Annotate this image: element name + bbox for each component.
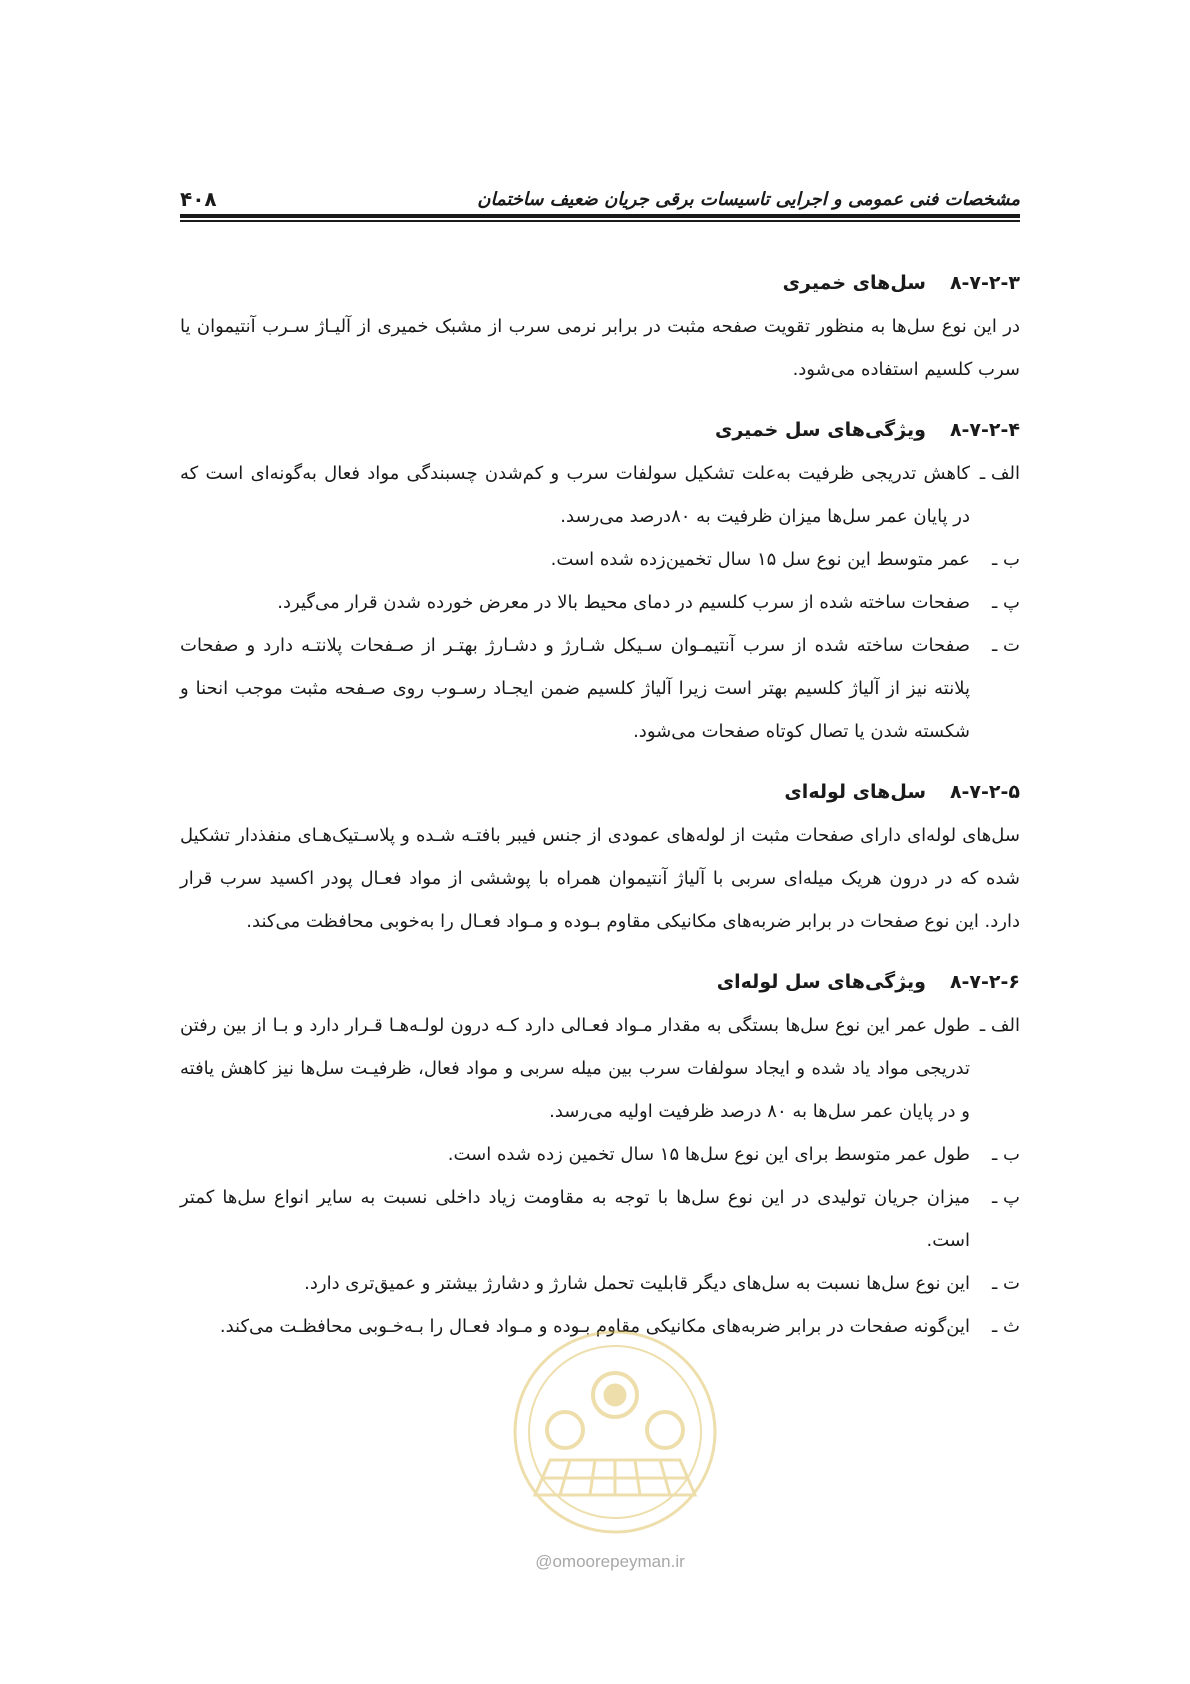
section-tubular-cells (180, 771, 1020, 943)
section-title: سل‌های خمیری (782, 272, 926, 294)
section-paragraph: سل‌های لوله‌ای دارای صفحات مثبت از لوله‌های عمودی از جنس فیبر بافتـه شـده و پلاسـتیک‌هـای منفذدار تشکیل شده که در درون هریک میله‌ای سربی با آلیاژ آنتیموان همراه با پوششی از مواد فعـال پودر اکسید سرب قرار دارد. این نوع صفحات در برابر ضربه‌های مکانیکی مقاوم بـوده و مـواد فعـال را به‌خوبی محافظت می‌کند. (180, 825, 1020, 932)
running-header (180, 182, 1020, 216)
section-title: ویژگی‌های سل لوله‌ای (716, 971, 926, 993)
list-marker: ت ـ (992, 635, 1020, 656)
feature-list (180, 452, 1020, 753)
section-heading (180, 262, 1020, 305)
section-number: ۸-۷-۲-۳ (949, 272, 1020, 294)
section-heading (180, 409, 1020, 452)
list-marker: ت ـ (992, 1273, 1020, 1294)
list-marker: الف ـ (979, 1015, 1020, 1036)
section-number: ۸-۷-۲-۶ (949, 971, 1020, 993)
header-rule-thin (180, 220, 1020, 222)
section-heading (180, 961, 1020, 1004)
section-number: ۸-۷-۲-۴ (949, 419, 1020, 441)
list-item-text: این‌گونه صفحات در برابر ضربه‌های مکانیکی مقاوم بـوده و مـواد فعـال را بـه‌خـوبی محافظـت می‌کند. (219, 1316, 970, 1337)
list-item-text: طول عمر این نوع سل‌ها بستگی به مقدار مـواد فعـالی دارد کـه درون لولـه‌هـا قـرار دارد و بـا از بین رفتن تدریجی مواد یاد شده و ایجاد سولفات سرب بین میله سربی و مواد فعال، ظرفیـت سل‌ها نیز کاهش یافته و در پایان عمر سل‌ها به ۸۰ درصد ظرفیت اولیه می‌رسد. (180, 1015, 970, 1122)
list-item (180, 1262, 1020, 1305)
list-item-text: صفحات ساخته شده از سرب کلسیم در دمای محیط بالا در معرض خورده شدن قرار می‌گیرد. (277, 592, 970, 613)
page-number: ۴۰۸ (180, 187, 217, 211)
list-item (180, 1305, 1020, 1348)
list-item-text: میزان جریان تولیدی در این نوع سل‌ها با توجه به مقاومت زیاد داخلی نسبت به سایر انواع سل‌ها کمتر است. (180, 1187, 970, 1251)
list-marker: پ ـ (992, 1187, 1020, 1208)
feature-list (180, 1004, 1020, 1348)
header-rule-thick (180, 214, 1020, 218)
section-number: ۸-۷-۲-۵ (949, 781, 1020, 803)
section-heading (180, 771, 1020, 814)
section-title: ویژگی‌های سل خمیری (714, 419, 926, 441)
section-title: سل‌های لوله‌ای (784, 781, 926, 803)
list-marker: ب ـ (992, 549, 1020, 570)
list-marker: الف ـ (979, 463, 1020, 484)
list-item (180, 581, 1020, 624)
section-paste-cell-features (180, 409, 1020, 753)
watermark-seal-icon (490, 1320, 740, 1550)
list-item (180, 1004, 1020, 1133)
list-item-text: کاهش تدریجی ظرفیت به‌علت تشکیل سولفات سرب و کم‌شدن چسبندگی مواد فعال به‌گونه‌ای است که در پایان عمر سل‌ها میزان ظرفیت به ۸۰درصد می‌رسد. (180, 463, 970, 527)
list-item-text: عمر متوسط این نوع سل ۱۵ سال تخمین‌زده شده است. (550, 549, 970, 570)
page-body (180, 262, 1020, 1348)
section-tubular-cell-features (180, 961, 1020, 1348)
list-item-text: طول عمر متوسط برای این نوع سل‌ها ۱۵ سال تخمین زده شده است. (447, 1144, 970, 1165)
list-item-text: صفحات ساخته شده از سرب آنتیمـوان سـیکل شـارژ و دشـارژ بهتـر از صـفحات پلانتـه دارد و صفحات پلانته نیز از آلیاژ کلسیم بهتر است زیرا آلیاژ کلسیم ضمن ایجـاد رسـوب روی صـفحه مثبت موجب انحنا و شکسته شدن یا تصال کوتاه صفحات می‌شود. (180, 635, 970, 742)
watermark-site: @omoorepeyman.ir (535, 1552, 685, 1571)
list-item (180, 1133, 1020, 1176)
list-item-text: این نوع سل‌ها نسبت به سل‌های دیگر قابلیت تحمل شارژ و دشارژ بیشتر و عمیق‌تری دارد. (304, 1273, 970, 1294)
section-paragraph: در این نوع سل‌ها به منظور تقویت صفحه مثبت در برابر نرمی سرب از مشبک خمیری از آلیـاژ سـرب آنتیموان یا سرب کلسیم استفاده می‌شود. (180, 316, 1020, 380)
section-paste-cells (180, 262, 1020, 391)
list-item (180, 538, 1020, 581)
list-item (180, 452, 1020, 538)
list-item (180, 624, 1020, 753)
header-title: مشخصات فنی عمومی و اجرایی تاسیسات برقی جریان ضعیف ساختمان (477, 188, 1020, 210)
list-marker: ث ـ (992, 1316, 1020, 1337)
list-marker: پ ـ (992, 592, 1020, 613)
list-item (180, 1176, 1020, 1262)
list-marker: ب ـ (992, 1144, 1020, 1165)
